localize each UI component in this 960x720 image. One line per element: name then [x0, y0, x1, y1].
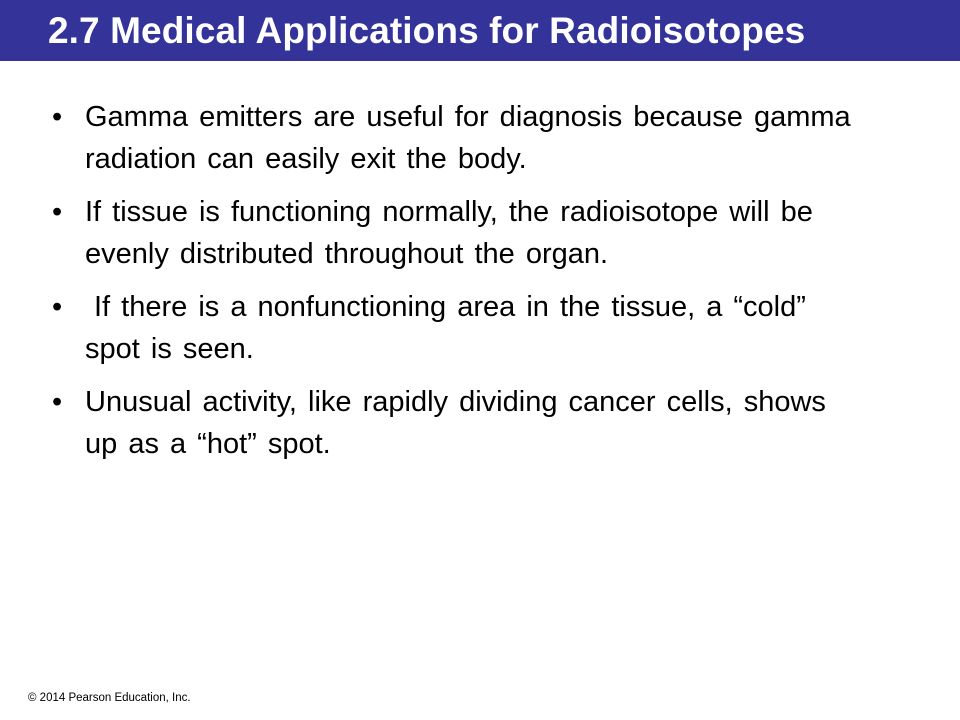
bullet-item: [0, 96, 960, 180]
bullet-item: [0, 381, 960, 465]
title-bar: [0, 0, 960, 61]
bullet-list: [0, 96, 960, 476]
bullet-dot-icon: •: [52, 196, 63, 228]
bullet-text: Unusual activity, like rapidly dividing cancer cells, shows up as a “hot” spot.: [85, 386, 826, 460]
bullet-dot-icon: •: [52, 101, 63, 133]
copyright-notice: © 2014 Pearson Education, Inc.: [28, 692, 191, 704]
bullet-dot-icon: •: [52, 291, 63, 323]
slide-title: 2.7 Medical Applications for Radioisotopes: [48, 10, 806, 51]
bullet-text: If there is a nonfunctioning area in the tissue, a “cold” spot is seen.: [85, 291, 806, 365]
bullet-dot-icon: •: [52, 386, 63, 418]
bullet-item: [0, 286, 960, 370]
bullet-text: If tissue is functioning normally, the radioisotope will be evenly distributed throughout the organ.: [85, 196, 813, 270]
bullet-item: [0, 191, 960, 275]
bullet-text: Gamma emitters are useful for diagnosis because gamma radiation can easily exit the body.: [85, 101, 851, 175]
